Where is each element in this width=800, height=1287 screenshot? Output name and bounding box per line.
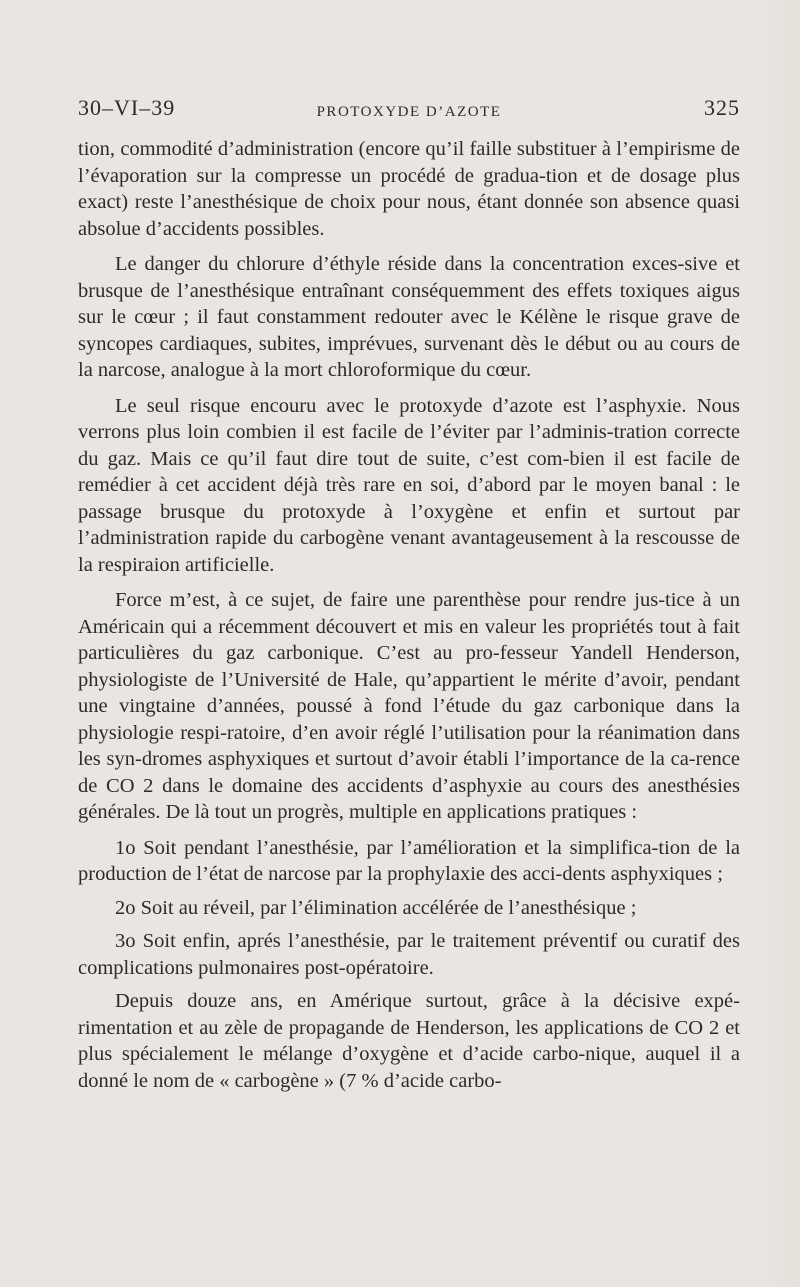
- page-number: 325: [704, 95, 740, 120]
- paragraph: Le seul risque encouru avec le protoxyde d’azote est l’asphyxie. Nous verrons plus loin combien il est facile de l’éviter par l’adminis-tration correcte du gaz. Mais ce qu’il faut dire tout de suite, c’est com-bien il est facile de remédier à cet accident déjà très rare en soi, d’abord par le moyen banal : le passage brusque du protoxyde à l’oxygène et enfin et surtout par l’administration rapide du carbogène venant avantageusement à la rescousse de la respiraion artificielle.: [78, 394, 740, 576]
- paragraph: Depuis douze ans, en Amérique surtout, grâce à la décisive expé-rimentation et au zèle de propagande de Henderson, les applications de CO 2 et plus spécialement le mélange d’oxygène et d’acide carbo-nique, auquel il a donné le nom de « carbogène » (7 % d’acide carbo-: [78, 990, 740, 1092]
- list-item: 3o Soit enfin, aprés l’anesthésie, par le traitement préventif ou curatif des complications pulmonaires post-opératoire.: [78, 930, 740, 979]
- header-title: PROTOXYDE D’AZOTE: [316, 104, 502, 120]
- running-header: [78, 94, 740, 122]
- list-item: 1o Soit pendant l’anesthésie, par l’amélioration et la simplifica-tion de la production de l’état de narcose par la prophylaxie des acci-dents asphyxiques ;: [78, 836, 740, 885]
- paragraph: tion, commodité d’administration (encore qu’il faille substituer à l’empirisme de l’évaporation sur la compresse un procédé de gradua-tion et de dosage plus exact) reste l’anesthésique de choix pour nous, étant donnée son absence quasi absolue d’accidents possibles.: [78, 138, 740, 240]
- header-date: 30–VI–39: [78, 95, 176, 120]
- page-edge-shadow: [750, 0, 800, 1287]
- list-item: 2o Soit au réveil, par l’élimination accélérée de l’anesthésique ;: [115, 896, 637, 919]
- paragraph: Force m’est, à ce sujet, de faire une parenthèse pour rendre jus-tice à un Américain qui a récemment découvert et mis en valeur les propriétés tout à fait particulières du gaz carbonique. C’est au pro-fesseur Yandell Henderson, physiologiste de l’Université de Hale, qu’appartient le mérite d’avoir, pendant une vingtaine d’années, poussé à fond l’étude du gaz carbonique dans la physiologie respi-ratoire, d’en avoir réglé l’utilisation pour la réanimation dans les syn-dromes asphyxiques et surtout d’avoir établi l’importance de la ca-rence de CO 2 dans le domaine des accidents d’asphyxie au cours des anesthésies générales. De là tout un progrès, multiple en applications pratiques :: [78, 589, 740, 823]
- paragraph: Le danger du chlorure d’éthyle réside dans la concentration exces-sive et brusque de l’anesthésique entraînant conséquemment des effets toxiques aigus sur le cœur ; il faut constamment redouter avec le Kélène le risque grave de syncopes cardiaques, subites, imprévues, survenant dès le début ou au cours de la narcose, analogue à la mort chloroformique du cœur.: [78, 253, 740, 381]
- body-text: [78, 136, 740, 1103]
